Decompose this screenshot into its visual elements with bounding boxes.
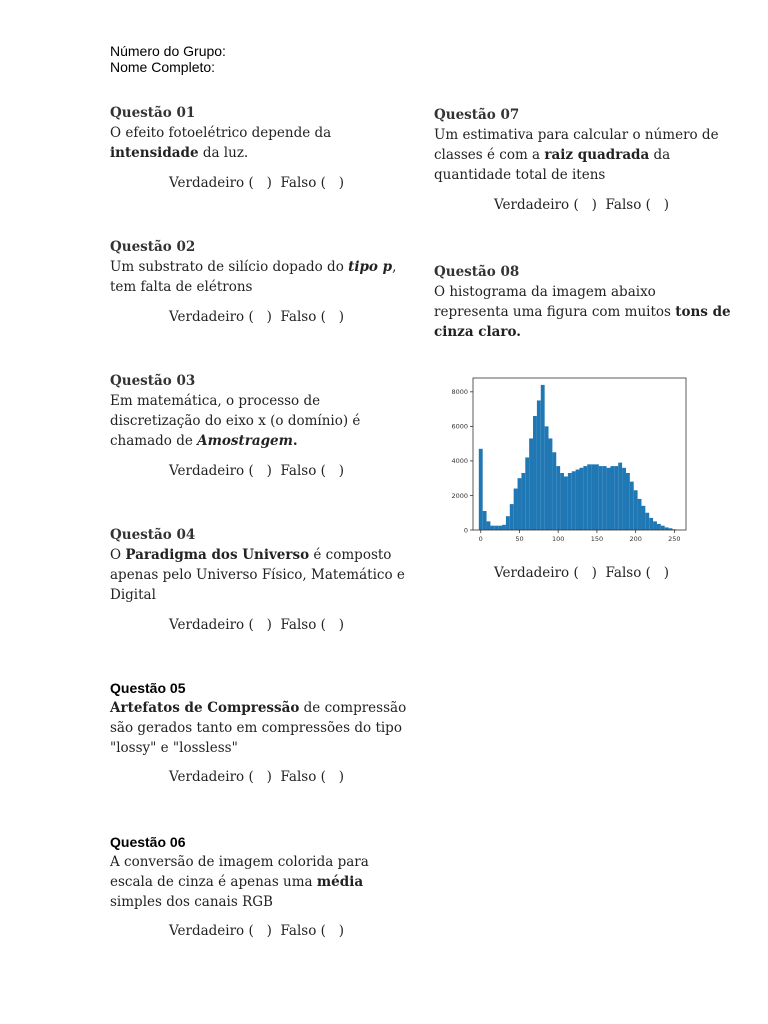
answer-options[interactable]: Verdadeiro ( ) Falso ( ) [169,175,345,191]
histogram-chart [440,375,690,545]
answer-options[interactable]: Verdadeiro ( ) Falso ( ) [494,565,670,581]
answer-options[interactable]: Verdadeiro ( ) Falso ( ) [169,617,345,633]
question-text: O efeito fotoelétrico depende da [110,125,332,141]
histogram-bar [634,490,638,530]
question-text: intensidade da luz. [110,145,249,161]
histogram-bar [580,468,584,530]
question-text: Em matemática, o processo de [110,393,321,409]
histogram-bar [572,471,576,530]
histogram-bar [552,452,556,530]
histogram-bar [514,489,518,530]
histogram-bar [599,466,603,530]
histogram-svg [440,375,690,545]
question-title: Questão 07 [434,107,520,123]
question-text: Um estimativa para calcular o número de [434,127,719,143]
question-08 [434,262,731,342]
histogram-bar [653,521,657,530]
question-text: tem falta de elétrons [110,279,253,295]
histogram-bar [564,476,568,530]
histogram-bar [614,466,618,530]
histogram-bar [490,526,494,530]
histogram-bar [498,526,502,530]
histogram-bar [541,385,545,530]
histogram-bar [607,468,611,530]
histogram-bar [479,449,483,530]
question-text: cinza claro. [434,324,521,340]
question-text: escala de cinza é apenas uma média [110,874,364,890]
y-tick-label: 8000 [451,388,468,397]
histogram-bar [595,464,599,530]
histogram-bar [603,466,607,530]
histogram-bar [583,466,587,530]
question-05 [110,678,406,758]
histogram-bar [560,473,564,530]
x-tick-label: 0 [478,535,483,543]
question-title: Questão 05 [110,680,186,696]
question-text: são gerados tanto em compressões do tipo [110,720,402,736]
question-04 [110,525,405,605]
histogram-bar [549,438,553,530]
histogram-bar [622,468,626,530]
histogram-bar [630,482,634,530]
histogram-bar [618,463,622,530]
histogram-bar [657,524,661,530]
question-06 [110,832,369,912]
histogram-bar [529,438,533,530]
question-title: Questão 06 [110,834,186,850]
y-tick-label: 2000 [451,491,468,500]
question-text: representa uma figura com muitos tons de [434,304,731,320]
question-text: classes é com a raiz quadrada da [434,147,671,163]
full-name-label: Nome Completo: [110,59,216,75]
question-title: Questão 02 [110,239,196,255]
histogram-bar [591,464,595,530]
x-tick-label: 250 [668,535,681,543]
x-tick-label: 200 [629,535,642,543]
histogram-bar [610,466,614,530]
question-text: "lossy" e "lossless" [110,740,238,756]
question-text: quantidade total de itens [434,167,606,183]
histogram-bar [510,504,514,530]
y-tick-label: 4000 [451,457,468,466]
question-01 [110,103,331,163]
question-07 [434,105,719,185]
histogram-bar [518,478,522,530]
y-tick-label: 0 [463,526,468,535]
x-tick-label: 150 [590,535,604,543]
question-text: O Paradigma dos Universo é composto [110,547,392,563]
answer-options[interactable]: Verdadeiro ( ) Falso ( ) [169,769,345,785]
question-title: Questão 04 [110,527,196,543]
y-tick-label: 6000 [451,422,468,431]
histogram-bar [576,470,580,530]
histogram-bar [487,521,491,530]
histogram-bar [506,516,510,530]
question-text: apenas pelo Universo Físico, Matemático e [110,567,405,583]
question-03 [110,371,360,451]
question-text: simples dos canais RGB [110,894,273,910]
histogram-bar [587,464,591,530]
x-tick-label: 50 [515,535,524,543]
group-number-label: Número do Grupo: [110,43,226,59]
question-text: O histograma da imagem abaixo [434,284,656,300]
histogram-bar [645,513,649,530]
histogram-bar [568,473,572,530]
question-text: chamado de Amostragem. [110,433,298,449]
histogram-bar [556,466,560,530]
histogram-bar [545,426,549,530]
histogram-bar [626,473,630,530]
question-title: Questão 01 [110,105,196,121]
question-text: Um substrato de silício dopado do tipo p, [110,259,397,275]
question-text: Artefatos de Compressão de compressão [110,700,407,716]
histogram-bar [483,511,487,530]
histogram-bar [641,506,645,530]
histogram-bar [525,457,529,530]
histogram-bar [521,473,525,530]
histogram-bar [638,499,642,530]
answer-options[interactable]: Verdadeiro ( ) Falso ( ) [169,923,345,939]
answer-options[interactable]: Verdadeiro ( ) Falso ( ) [169,309,345,325]
answer-options[interactable]: Verdadeiro ( ) Falso ( ) [169,463,345,479]
question-text: discretização do eixo x (o domínio) é [110,413,361,429]
histogram-bar [533,416,537,530]
histogram-bar [494,526,498,530]
histogram-bar [661,526,665,530]
x-tick-label: 100 [551,535,565,543]
histogram-bar [502,525,506,530]
question-title: Questão 03 [110,373,196,389]
histogram-bar [537,400,541,530]
answer-options[interactable]: Verdadeiro ( ) Falso ( ) [494,197,670,213]
question-text: Digital [110,587,156,603]
question-text: A conversão de imagem colorida para [110,854,369,870]
question-title: Questão 08 [434,264,520,280]
question-02 [110,237,396,297]
histogram-bar [649,518,653,530]
